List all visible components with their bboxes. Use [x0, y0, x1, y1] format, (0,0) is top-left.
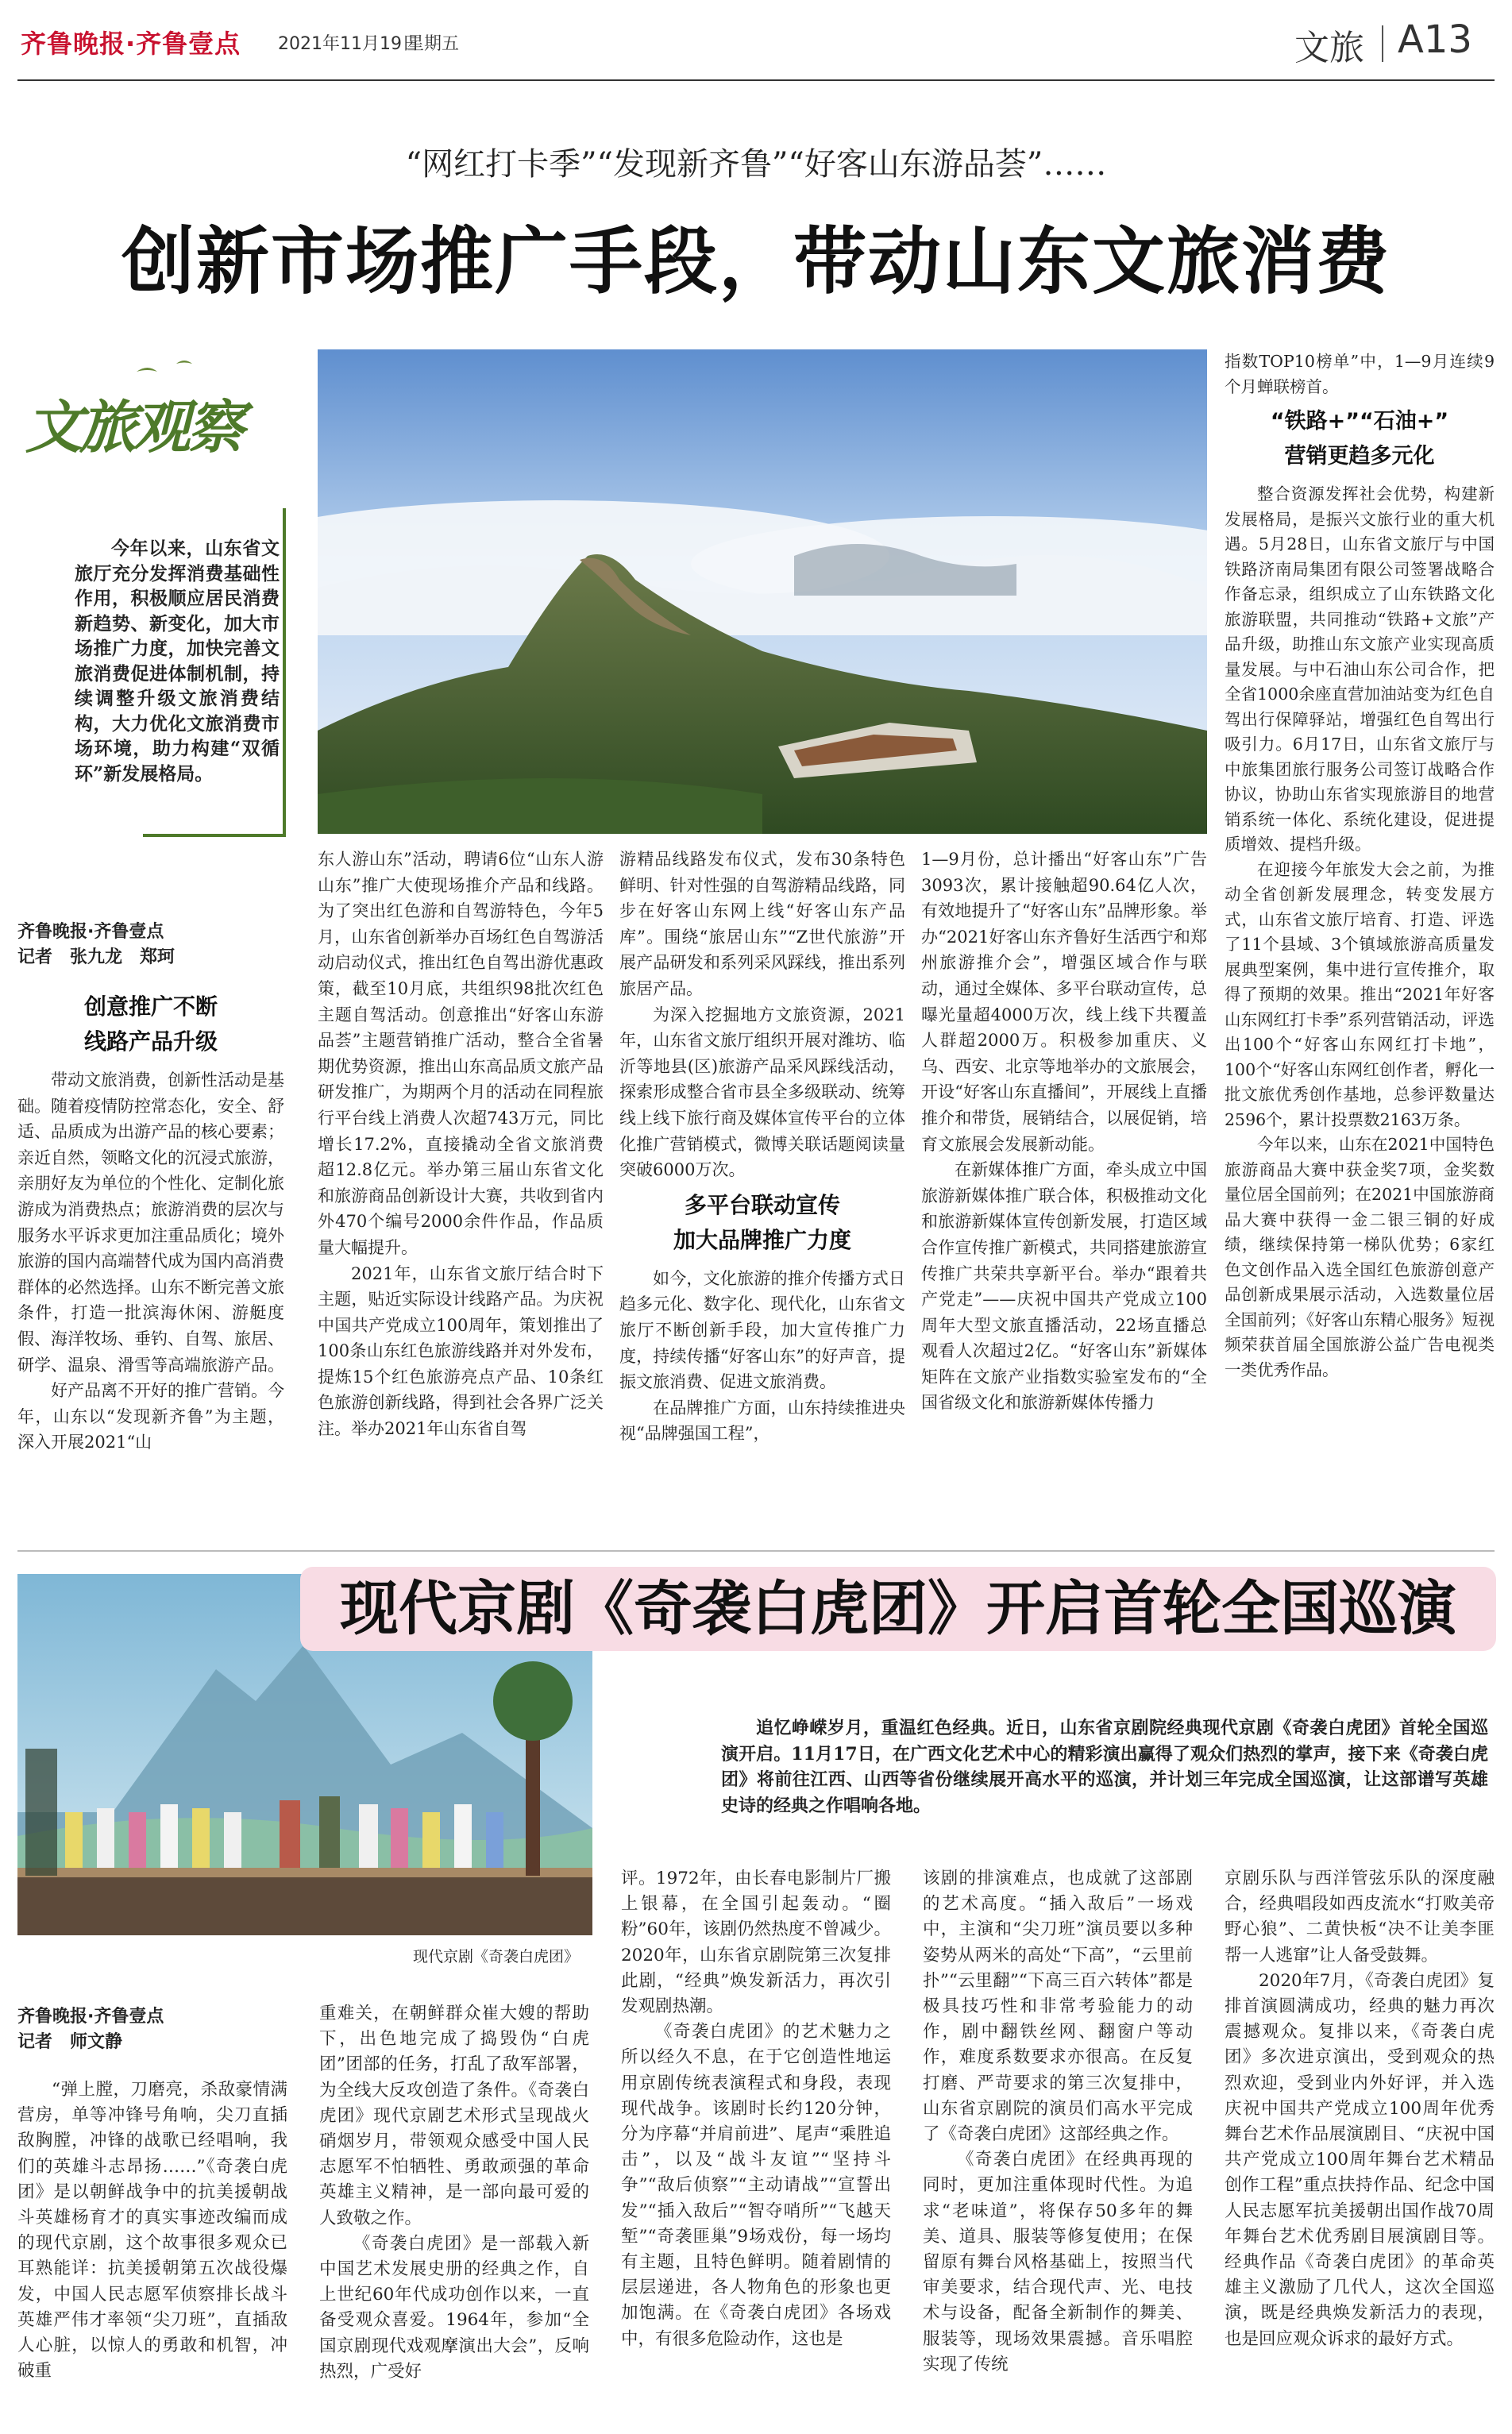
- story1-kicker: “网红打卡季”“发现新齐鲁”“好客山东游品荟”……: [405, 146, 1107, 183]
- paragraph: 2020年7月，《奇袭白虎团》复排首演圆满成功，经典的魅力再次震撼观众。复排以来，《奇袭白虎团》多次进京演出，受到观众的热烈欢迎，受到业内外好评，并入选庆祝中国共产党成立100周年优秀舞台艺术作品展演剧目、“庆祝中国共产党成立100周年舞台艺术精品创作工程”重点扶持作品、纪念中国人民志愿军抗美援朝出国作战70周年舞台艺术优秀剧目展演剧目等。经典作品《奇袭白虎团》的革命英雄主义激励了几代人，这次全国巡演，既是经典焕发新活力的表现，也是回应观众诉求的最好方式。: [1225, 1970, 1495, 2349]
- paragraph: 2021年，山东省文旅厅结合时下主题，贴近实际设计线路产品。为庆祝中国共产党成立100周年，策划推出了100条山东红色旅游线路并对外发布，提炼15个红色旅游亮点产品、10条红色旅游创新线路，得到社会各界广泛关注。举办2021年山东省自驾: [318, 1263, 604, 1439]
- issue-date: 2021年11月19日: [278, 34, 419, 54]
- paragraph: 评。1972年，由长春电影制片厂搬上银幕，在全国引起轰动。“圈粉”60年，该剧仍然热度不曾减少。2020年，山东省京剧院第三次复排此剧，“经典”焕发新活力，再次引发观剧热潮。: [621, 1869, 891, 2017]
- paragraph: 京剧乐队与西洋管弦乐队的深度融合，经典唱段如西皮流水“打败美帝野心狼”、二黄快板“决不让美李匪帮一人逃窜”让人备受鼓舞。: [1225, 1869, 1495, 1965]
- masthead-rule: [17, 79, 1495, 81]
- story2-column-5: [1225, 1866, 1495, 2352]
- paragraph: 今年以来，山东在2021中国特色旅游商品大赛中获金奖7项，金奖数量位居全国前列；在2021中国旅游商品大赛中获得一金二银三铜的好成绩，继续保持第一梯队优势；6家红色文创作品入选全国红色旅游创意产品创新成果展示活动，入选数量位居全国前列；《好客山东精心服务》短视频荣获首届全国旅游公益广告电视类一类优秀作品。: [1225, 1135, 1495, 1379]
- stage-photo-caption: 现代京剧《奇袭白虎团》: [413, 1948, 580, 1965]
- paragraph: 《奇袭白虎团》是一部载入新中国艺术发展史册的经典之作，自上世纪60年代成功创作以来，一直备受观众喜爱。1964年，参加“全国京剧现代戏观摩演出大会”，反响热烈，广受好: [319, 2233, 589, 2382]
- story1-column-3: [619, 847, 905, 1447]
- paragraph: 带动文旅消费，创新性活动是基础。随着疫情防控常态化，安全、舒适、品质成为出游产品的核心要素；亲近自然，领略文化的沉浸式旅游，亲朋好友为单位的个性化、定制化旅游成为消费热点；旅游消费的层次与服务水平诉求更加注重品质化；境外旅游的国内高端替代成为国内高消费群体的必然选择。山东不断完善文旅条件，打造一批滨海休闲、游艇度假、海洋牧场、垂钓、自驾、旅居、研学、温泉、滑雪等高端旅游产品。: [17, 1070, 284, 1375]
- column-logo: [17, 349, 280, 484]
- story1-column-1: [17, 985, 284, 1456]
- paragraph: 《奇袭白虎团》的艺术魅力之所以经久不息，在于它创造性地运用京剧传统表演程式和身段，表现现代战争。该剧时长约120分钟，分为序幕“并肩前进”、尾声“乘胜追击”，以及“战斗友谊”“坚持斗争”“敌后侦察”“主动请战”“宣誓出发”“插入敌后”“智夺哨所”“飞越天堑”“奇袭匪巢”9场戏份，每一场均有主题，且特色鲜明。随着剧情的层层递进，各人物角色的形象也更加饱满。在《奇袭白虎团》各场戏中，有很多危险动作，这也是: [621, 2022, 891, 2349]
- story1-headline: 创新市场推广手段，带动山东文旅消费: [121, 219, 1390, 304]
- paragraph: 在品牌推广方面，山东持续推进央视“品牌强国工程”，: [619, 1398, 905, 1444]
- paragraph: 重难关，在朝鲜群众崔大嫂的帮助下，出色地完成了捣毁伪“白虎团”团部的任务，打乱了敌军部署，为全线大反攻创造了条件。《奇袭白虎团》现代京剧艺术形式呈现战火硝烟岁月，带领观众感受中国人民志愿军不怕牺牲、勇敢顽强的革命英雄主义精神，是一部向最可爱的人致敬之作。: [319, 2004, 589, 2228]
- story1-subhead-3: “铁路+”“石油+” 营销更趋多元化: [1270, 409, 1449, 469]
- story1-column-2: [318, 847, 604, 1442]
- paragraph: 1—9月份，总计播出“好客山东”广告3093次，累计接触超90.64亿人次，有效地提升了“好客山东”品牌形象。举办“2021好客山东齐鲁好生活西宁和郑州旅游推介会”，增强区域合作与联动，通过全媒体、多平台联动宣传，总曝光量超4000万次，线上线下共覆盖人群超2000万。积极参加重庆、义乌、西安、北京等地举办的文旅展会，开设“好客山东直播间”，开展线上直播推介和带货，展销结合，以展促销，培育文旅展会发展新动能。: [921, 850, 1207, 1154]
- story2-column-3: [621, 1866, 891, 2352]
- mountain-photo: [318, 349, 1207, 834]
- newspaper-logo: 齐鲁晚报·齐鲁壹点: [21, 29, 241, 59]
- story2-column-1: [17, 2077, 287, 2384]
- paragraph: 指数TOP10榜单”中，1—9月连续9个月蝉联榜首。: [1225, 352, 1495, 396]
- paragraph: 在新媒体推广方面，牵头成立中国旅游新媒体推广联合体，积极推动文化和旅游新媒体宣传创新发展，打造区域合作宣传推广新模式，共同搭建旅游宣传推广共荣共享新平台。举办“跟着共产党走”——庆祝中国共产党成立100周年大型文旅直播活动，22场直播总观看人次超过2亿。“好客山东”新媒体矩阵在文旅产业指数实验室发布的“全国省级文化和旅游新媒体传播力: [921, 1160, 1207, 1413]
- paragraph: “弹上膛，刀磨亮，杀敌豪情满营房，单等冲锋号角响，尖刀直插敌胸膛，冲锋的战歌已经唱响，我们的英雄斗志昂扬……”《奇袭白虎团》是以朝鲜战争中的抗美援朝战斗英雄杨育才的真实事迹改编而成的现代京剧，这个故事很多观众已耳熟能详：抗美援朝第五次战役爆发，中国人民志愿军侦察排长战斗英雄严伟才率领“尖刀班”，直插敌人心脏，以惊人的勇敢和机智，冲破重: [17, 2080, 287, 2382]
- story2-lead: 追忆峥嵘岁月，重温红色经典。近日，山东省京剧院经典现代京剧《奇袭白虎团》首轮全国巡演开启。11月17日，在广西文化艺术中心的精彩演出赢得了观众们热烈的掌声，接下来《奇袭白虎团》将前往江西、山西等省份继续展开高水平的巡演，并计划三年完成全国巡演，让这部谱写英雄史诗的经典之作唱响各地。: [721, 1718, 1488, 1816]
- story1-column-5: [1225, 349, 1495, 1383]
- paragraph: 该剧的排演难点，也成就了这部剧的艺术高度。“插入敌后”一场戏中，主演和“尖刀班”演员要以多种姿势从两米的高处“下高”，“云里前扑”“云里翻”“下高三百六转体”都是极具技巧性和非常考验能力的动作，剧中翻铁丝网、翻窗户等动作，难度系数要求亦很高。在反复打磨、严苛要求的第三次复排中，山东省京剧院的演员们高水平完成了《奇袭白虎团》这部经典之作。: [923, 1869, 1193, 2145]
- masthead: [0, 0, 1512, 79]
- paragraph: 游精品线路发布仪式，发布30条特色鲜明、针对性强的自驾游精品线路，同步在好客山东网上线“好客山东产品库”。围绕“旅居山东”“Z世代旅游”开展产品研发和系列采风踩线，推出系列旅居产品。: [619, 850, 905, 998]
- story2-byline-source: 齐鲁晚报·齐鲁壹点: [17, 2007, 164, 2027]
- paragraph: 整合资源发挥社会优势，构建新发展格局，是振兴文旅行业的重大机遇。5月28日，山东省文旅厅与中国铁路济南局集团有限公司签署战略合作备忘录，组织成立了山东铁路文化旅游联盟，共同推动“铁路+文旅”产品升级，助推山东文旅产业实现高质量发展。与中石油山东公司合作，把全省1000余座直营加油站变为红色自驾出行保障驿站，增强红色自驾出行吸引力。6月17日，山东省文旅厅与中旅集团旅行服务公司签订战略合作协议，协助山东省实现旅游目的地营销系统一体化、系统化建设，促进提质增效、提档升级。: [1225, 484, 1495, 854]
- mountain-landscape-image: [318, 349, 1207, 834]
- paragraph: 如今，文化旅游的推介传播方式日趋多元化、数字化、现代化，山东省文旅厅不断创新手段，加大宣传推广力度，持续传播“好客山东”的好声音，提振文旅消费、促进文旅消费。: [619, 1268, 905, 1392]
- story2-headline: 现代京剧《奇袭白虎团》开启首轮全国巡演: [340, 1575, 1456, 1643]
- paragraph: 东人游山东”活动，聘请6位“山东人游山东”推广大使现场推介产品和线路。为了突出红色游和自驾游特色，今年5月，山东省创新举办百场红色自驾游活动启动仪式，推出红色自驾出游优惠政策，截至10月底，共组织98批次红色主题自驾活动。创意推出“好客山东游品荟”主题营销推广活动，整合全省暑期优势资源，推出山东高品质文旅产品研发推广，为期两个月的活动在同程旅行平台线上消费人次超743万元，同比增长17.2%，直接撬动全省文旅消费超12.8亿元。举办第三届山东省文化和旅游商品创新设计大赛，共收到省内外470个编号2000余件作品，作品质量大幅提升。: [318, 850, 604, 1257]
- paragraph: 在迎接今年旅发大会之前，为推动全省创新发展理念，转变发展方式，山东省文旅厅培育、打造、评选了11个县域、3个镇域旅游高质量发展典型案例，集中进行宣传推介，取得了预期的效果。推出“2021年好客山东网红打卡季”系列营销活动，评选出100个“好客山东网红打卡地”，100个“好客山东网红创作者，孵化一批文旅优秀创作基地，总参评数量达2596个，累计投票数2163万条。: [1225, 859, 1495, 1129]
- story2-column-2: [319, 2001, 589, 2385]
- story1-subhead-1: 创意推广不断 线路产品升级: [83, 993, 218, 1055]
- page-number: A13: [1398, 17, 1472, 62]
- issue-weekday: 星期五: [407, 34, 460, 54]
- story2-column-4: [923, 1866, 1193, 2378]
- column-logo-text: 文旅观察: [25, 394, 242, 461]
- paragraph: 《奇袭白虎团》在经典再现的同时，更加注重体现时代性。为追求“老味道”，将保存50多年的舞美、道具、服装等修复使用；在保留原有舞台风格基础上，按照当代审美要求，结合现代声、光、电技术与设备，配备全新制作的舞美、服装等，现场效果震撼。音乐唱腔实现了传统: [923, 2150, 1193, 2374]
- story2-byline-reporters: 记者 师文静: [17, 2032, 123, 2052]
- section-name: 文旅: [1294, 28, 1364, 68]
- story1-subhead-2: 多平台联动宣传 加大品牌推广力度: [673, 1191, 851, 1253]
- story1-byline-source: 齐鲁晚报·齐鲁壹点: [17, 922, 164, 942]
- story1-column-4: [921, 847, 1207, 1416]
- story1-byline-reporters: 记者 张九龙 郑珂: [17, 947, 176, 967]
- section-divider: [1382, 25, 1383, 62]
- paragraph: 为深入挖掘地方文旅资源，2021年，山东省文旅厅组织开展对潍坊、临沂等地县(区)旅游产品采风踩线活动，探索形成整合省市县全多级联动、统筹线上线下旅行商及媒体宣传平台的立体化推广营销模式，微博关联话题阅读量突破6000万次。: [619, 1005, 905, 1180]
- story1-lead: 今年以来，山东省文旅厅充分发挥消费基础性作用，积极顺应居民消费新趋势、新变化，加大市场推广力度，加快完善文旅消费促进体制机制，持续调整升级文旅消费结构，大力优化文旅消费市场环境，助力构建“双循环”新发展格局。: [75, 538, 280, 785]
- paragraph: 好产品离不开好的推广营销。今年，山东以“发现新齐鲁”为主题，深入开展2021“山: [17, 1381, 284, 1452]
- story-divider: [17, 1550, 1495, 1552]
